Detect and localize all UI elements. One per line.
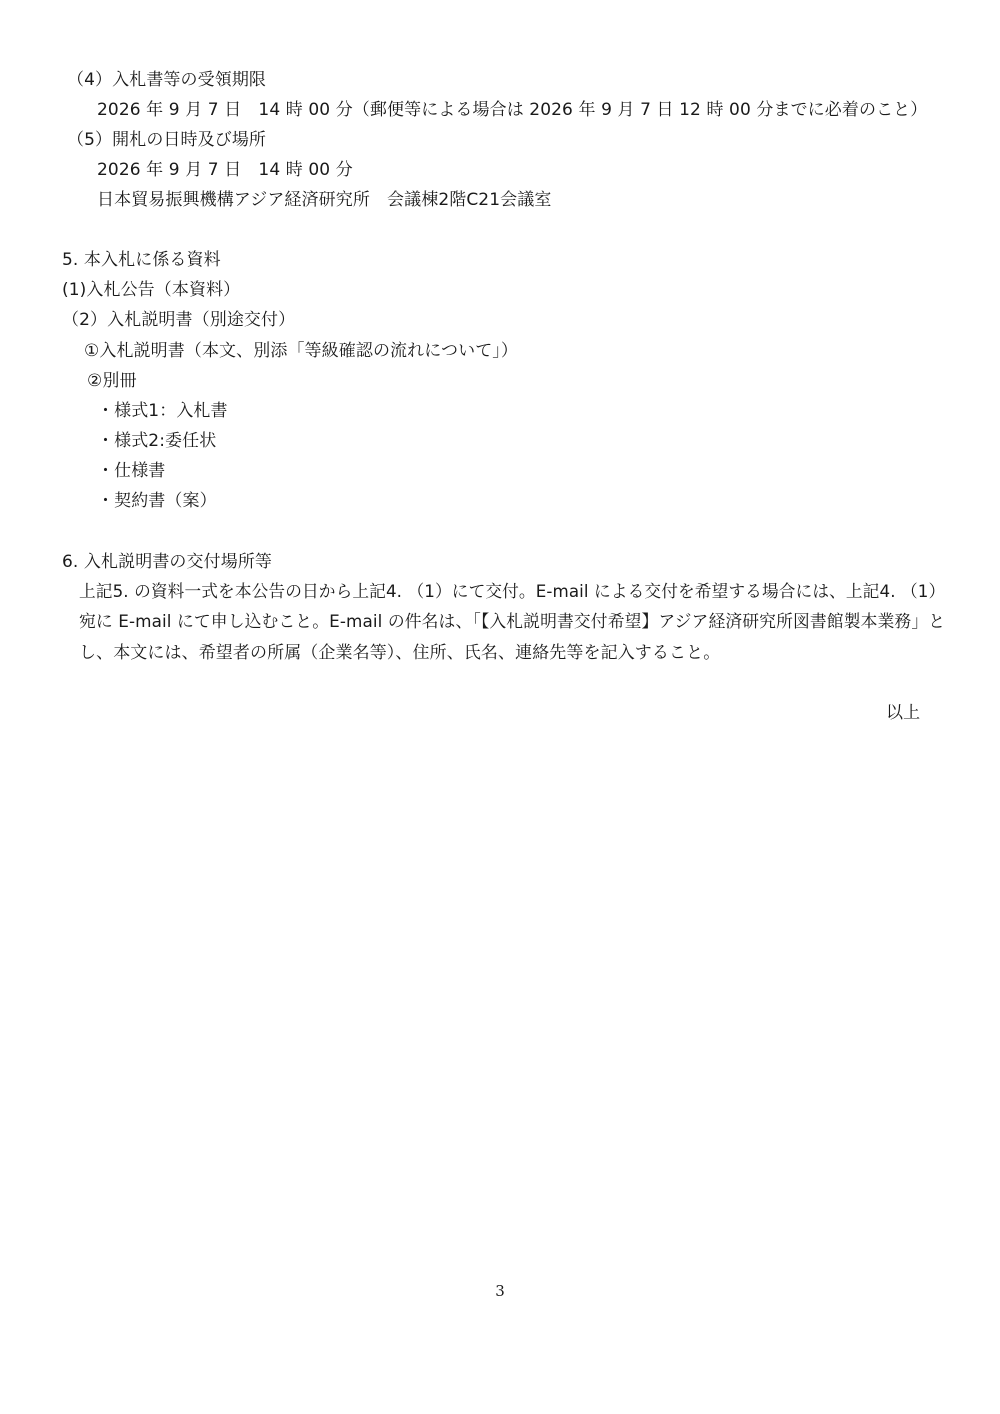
item4-deadline-detail: 2026 年 9 月 7 日 14 時 00 分（郵便等による場合は 2026 年 9 月 7 日 12 時 00 分までに必着のこと） (97, 100, 928, 120)
list-item: ・様式2:委任状 (97, 431, 217, 451)
list-item: ・仕様書 (97, 461, 166, 481)
section5-item1: (1)入札公告（本資料） (62, 280, 241, 300)
section5-sub2: ②別冊 (87, 371, 137, 391)
section5-sub1: ①入札説明書（本文、別添「等級確認の流れについて」） (84, 341, 518, 361)
section5-heading: 5. 本入札に係る資料 (62, 250, 221, 270)
item5-datetime: 2026 年 9 月 7 日 14 時 00 分 (97, 160, 353, 180)
list-item: ・様式1：入札書 (97, 401, 228, 421)
list-item: ・契約書（案） (97, 491, 217, 511)
item5-place: 日本貿易振興機構アジア経済研究所 会議棟2階C21会議室 (97, 190, 552, 210)
page-number: 3 (495, 1282, 505, 1300)
section6-paragraph-line: し、本文には、希望者の所属（企業名等）、住所、氏名、連絡先等を記入すること。 (79, 643, 721, 663)
section5-item2: （2）入札説明書（別途交付） (62, 310, 296, 330)
section6-paragraph-line: 宛に E-mail にて申し込むこと。E-mail の件名は、「【入札説明書交付希望】アジア経済研究所図書館製本業務」と (79, 612, 946, 632)
item5-heading: （5）開札の日時及び場所 (67, 130, 267, 150)
section6-paragraph-line: 上記5. の資料一式を本公告の日から上記4. （1）にて交付。E-mail による交付を希望する場合には、上記4. （1） (79, 582, 946, 602)
closing-mark: 以上 (886, 703, 921, 723)
item4-heading: （4）入札書等の受領期限 (67, 70, 267, 90)
section6-heading: 6. 入札説明書の交付場所等 (62, 552, 273, 572)
